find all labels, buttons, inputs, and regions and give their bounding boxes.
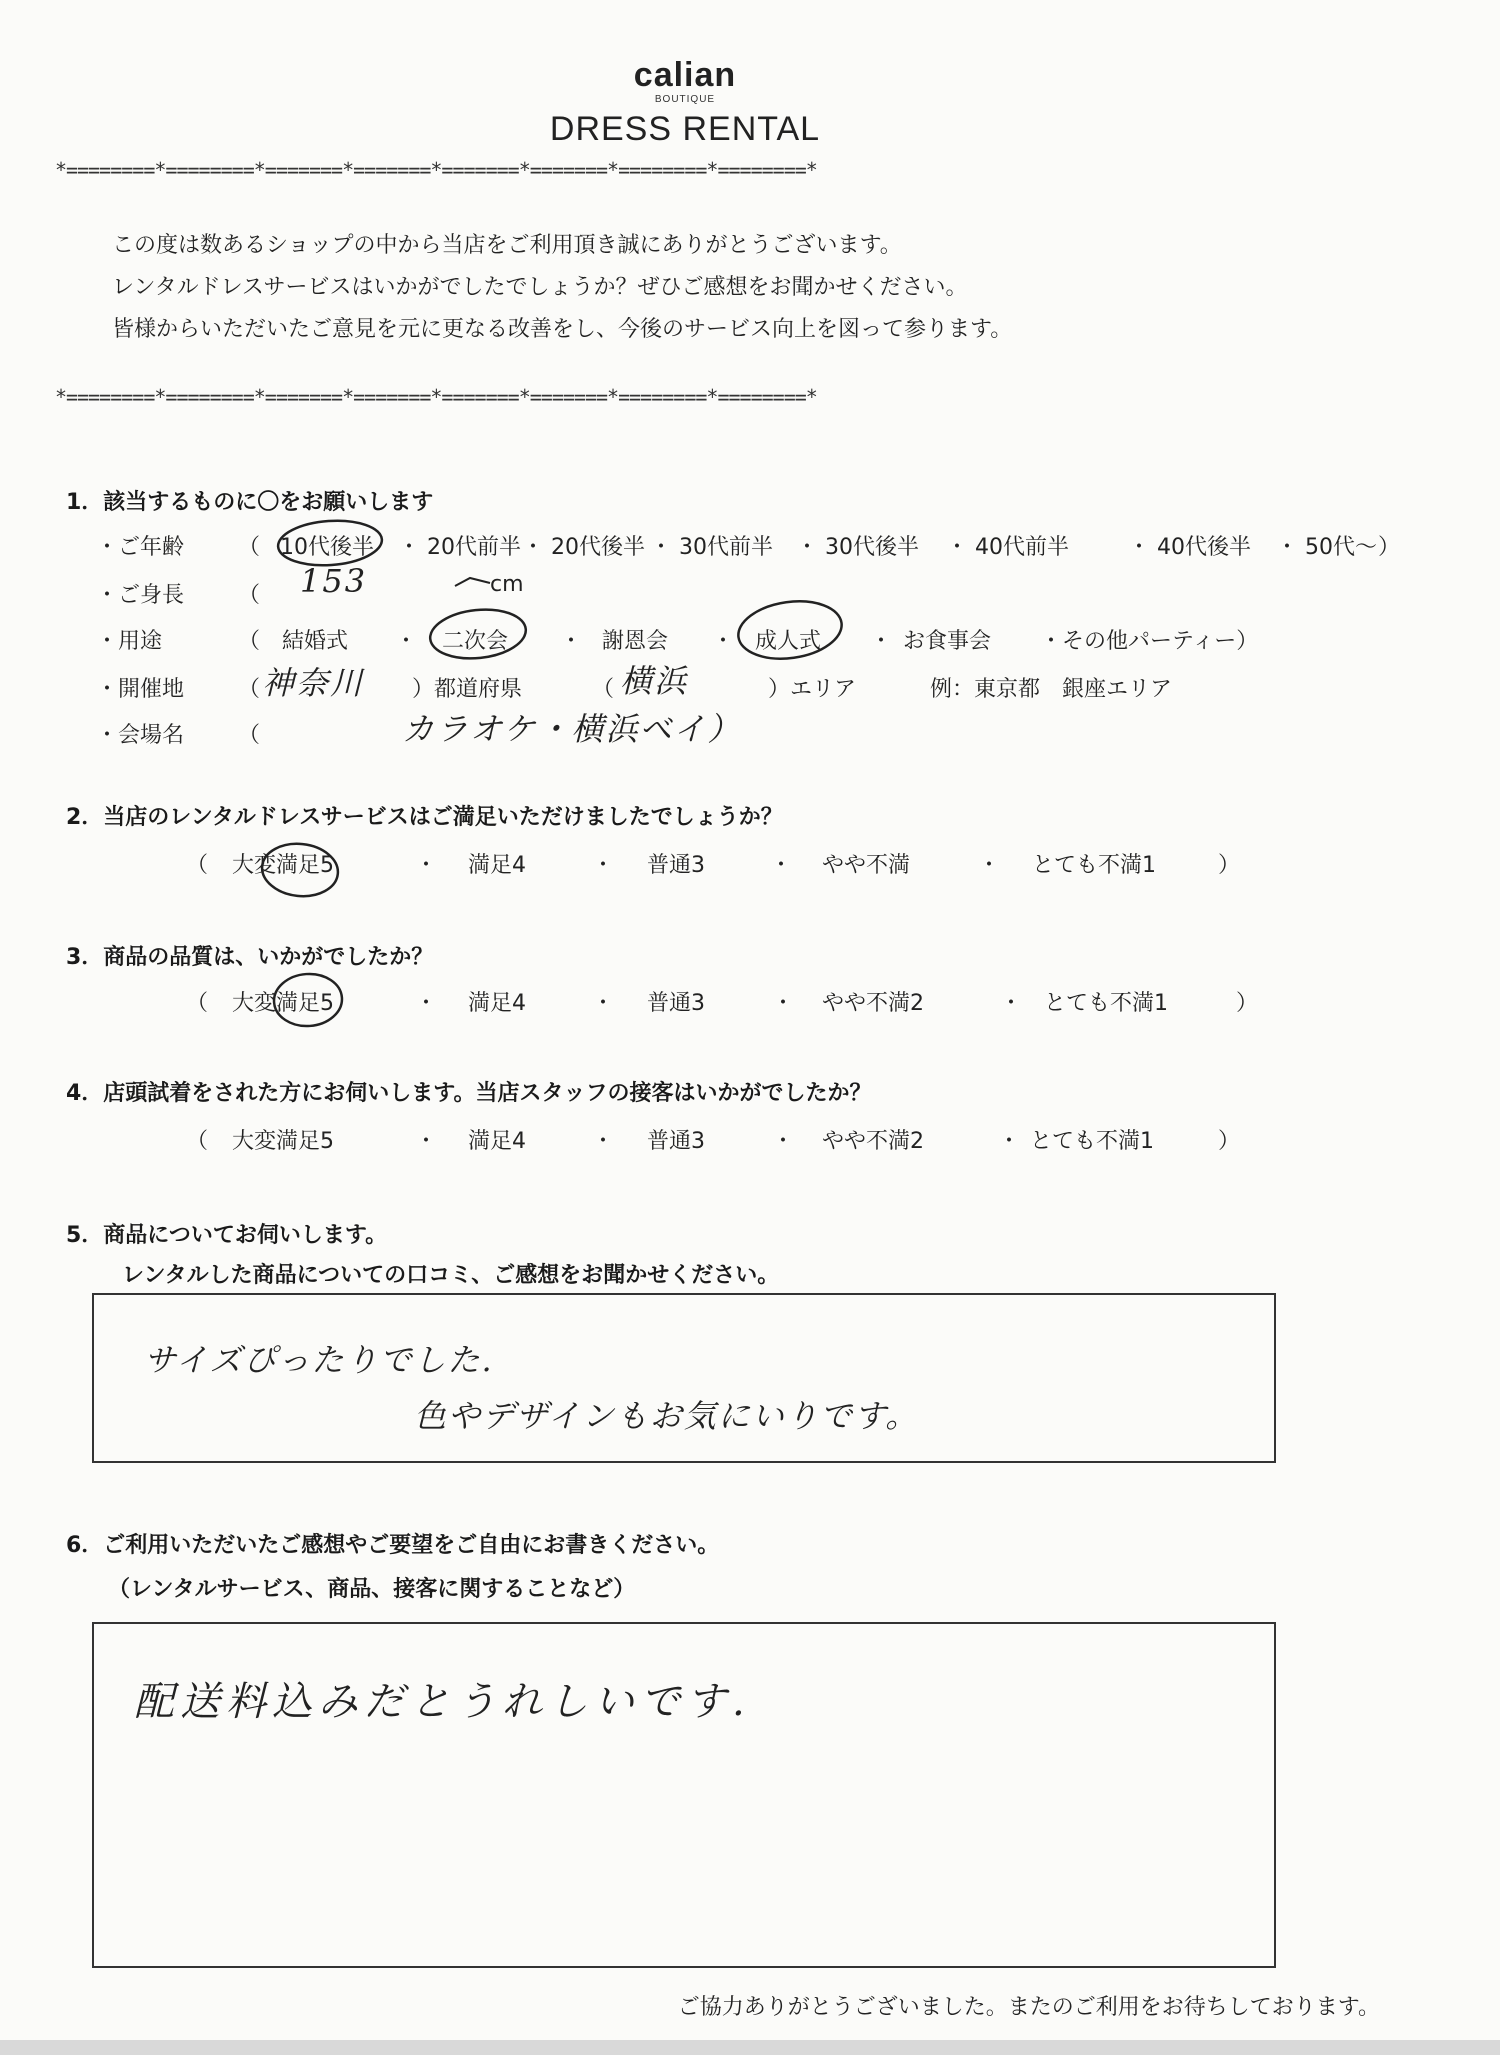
q2-option-3[interactable]: 普通3	[647, 853, 705, 878]
q4-title: 4．店頭試着をされた方にお伺いします。当店スタッフの接客はいかがでしたか？	[66, 1081, 872, 1106]
scan-edge	[0, 2040, 1500, 2055]
purpose-label: ・用途	[96, 629, 163, 654]
q6-title: 6．ご利用いただいたご感想やご要望をご自由にお書きください。	[66, 1533, 720, 1558]
q2-close-paren: ）	[1218, 853, 1241, 878]
q5-title: 5．商品についてお伺いします。	[66, 1223, 388, 1248]
location-prefecture-value[interactable]: 神奈川	[262, 664, 365, 702]
purpose-sep-1: ・	[395, 629, 418, 654]
q6-answer: 配送料込みだとうれしいです.	[134, 1679, 751, 1725]
q6-answer-box[interactable]	[92, 1622, 1276, 1968]
q2-option-5[interactable]: 大変満足5	[232, 853, 334, 878]
q4-option-4[interactable]: 満足4	[468, 1129, 526, 1154]
location-example: 例：東京都 銀座エリア	[930, 677, 1173, 702]
height-label: ・ご身長	[96, 583, 185, 608]
q4-sep-3: ・	[772, 1129, 795, 1154]
location-prefecture-label: ）都道府県	[412, 677, 523, 702]
q3-sep-3: ・	[772, 991, 795, 1016]
q3-open-paren: （	[186, 991, 209, 1016]
divider-bottom: *========*========*=======*=======*=======*=======*========*========*	[55, 385, 817, 409]
age-option-7[interactable]: ・ 40代後半	[1128, 535, 1251, 560]
q3-option-4[interactable]: 満足4	[468, 991, 526, 1016]
purpose-sep-3: ・	[712, 629, 735, 654]
q3-sep-1: ・	[415, 991, 438, 1016]
location-area-label: ）エリア	[768, 677, 857, 702]
footer-thanks: ご協力ありがとうございました。またのご利用をお待ちしております。	[677, 1995, 1380, 2020]
q4-sep-4: ・	[998, 1129, 1021, 1154]
q3-sep-2: ・	[592, 991, 615, 1016]
q4-option-1[interactable]: とても不満1	[1030, 1129, 1154, 1154]
brand-subtitle: BOUTIQUE	[654, 94, 716, 105]
height-unit: cm	[490, 572, 524, 597]
q4-close-paren: ）	[1218, 1129, 1241, 1154]
purpose-option-dinner[interactable]: お食事会	[903, 629, 992, 654]
purpose-sep-2: ・	[560, 629, 583, 654]
intro-line-2: レンタルドレスサービスはいかがでしたでしょうか？ぜひご感想をお聞かせください。	[112, 275, 968, 300]
venue-open-paren: （	[238, 723, 261, 748]
q1-title: 1．該当するものに〇をお願いします	[66, 490, 434, 515]
age-option-5[interactable]: ・ 30代後半	[796, 535, 919, 560]
q3-option-1[interactable]: とても不満1	[1044, 991, 1168, 1016]
purpose-option-afterparty[interactable]: 二次会	[442, 629, 509, 654]
q2-sep-3: ・	[770, 853, 793, 878]
brand-logo: calian	[633, 56, 737, 94]
q4-option-3[interactable]: 普通3	[647, 1129, 705, 1154]
age-open-paren: （	[238, 535, 261, 560]
q3-close-paren: ）	[1236, 991, 1259, 1016]
q2-option-4[interactable]: 満足4	[468, 853, 526, 878]
divider-top: *========*========*=======*=======*=======*=======*========*========*	[55, 158, 817, 182]
venue-value[interactable]: カラオケ・横浜ベイ）	[402, 710, 742, 748]
page-title: DRESS RENTAL	[549, 110, 821, 148]
q2-sep-2: ・	[592, 853, 615, 878]
q3-option-5[interactable]: 大変満足5	[232, 991, 334, 1016]
q5-answer-box[interactable]	[92, 1293, 1276, 1463]
q2-option-2[interactable]: やや不満	[822, 853, 911, 878]
q2-sep-1: ・	[415, 853, 438, 878]
age-option-1[interactable]: 10代後半	[280, 535, 374, 560]
q4-sep-1: ・	[415, 1129, 438, 1154]
age-label: ・ご年齢	[96, 535, 185, 560]
purpose-option-other[interactable]: ・その他パーティー）	[1040, 629, 1259, 654]
q4-sep-2: ・	[592, 1129, 615, 1154]
height-value[interactable]: 153	[300, 562, 368, 600]
purpose-open-paren: （	[238, 629, 261, 654]
purpose-option-thanks-party[interactable]: 謝恩会	[602, 629, 669, 654]
q5-answer-line-1: サイズぴったりでした.	[144, 1341, 494, 1379]
location-area-value[interactable]: 横浜	[620, 662, 689, 700]
age-option-2[interactable]: ・ 20代前半	[398, 535, 521, 560]
q3-title: 3．商品の品質は、いかがでしたか？	[66, 945, 434, 970]
q5-answer-line-2: 色やデザインもお気にいりです。	[414, 1397, 920, 1435]
purpose-option-coming-of-age[interactable]: 成人式	[755, 629, 822, 654]
q3-option-2[interactable]: やや不満2	[822, 991, 924, 1016]
q5-subtitle: レンタルした商品についての口コミ、ご感想をお聞かせください。	[122, 1263, 780, 1288]
height-open-paren: （	[238, 583, 261, 608]
q4-option-2[interactable]: やや不満2	[822, 1129, 924, 1154]
age-option-6[interactable]: ・ 40代前半	[946, 535, 1069, 560]
age-option-3[interactable]: ・ 20代後半	[522, 535, 645, 560]
q3-option-3[interactable]: 普通3	[647, 991, 705, 1016]
intro-line-3: 皆様からいただいたご意見を元に更なる改善をし、今後のサービス向上を図って参ります。	[112, 317, 1013, 342]
age-option-8[interactable]: ・ 50代～	[1276, 535, 1377, 560]
location-label: ・開催地	[96, 677, 185, 702]
q2-open-paren: （	[186, 853, 209, 878]
height-mark-stroke	[455, 578, 490, 586]
q6-subtitle: （レンタルサービス、商品、接客に関することなど）	[108, 1577, 636, 1602]
q2-option-1[interactable]: とても不満1	[1032, 853, 1156, 878]
location-open-paren: （	[238, 677, 261, 702]
age-close-paren: ）	[1378, 535, 1401, 560]
q4-open-paren: （	[186, 1129, 209, 1154]
q2-title: 2．当店のレンタルドレスサービスはご満足いただけましたでしょうか？	[66, 805, 783, 830]
q2-sep-4: ・	[978, 853, 1001, 878]
venue-label: ・会場名	[96, 723, 185, 748]
location-area-open-paren: （	[592, 677, 615, 702]
age-option-4[interactable]: ・ 30代前半	[650, 535, 773, 560]
q4-option-5[interactable]: 大変満足5	[232, 1129, 334, 1154]
q3-sep-4: ・	[1000, 991, 1023, 1016]
intro-line-1: この度は数あるショップの中から当店をご利用頂き誠にありがとうございます。	[112, 233, 902, 258]
purpose-sep-4: ・	[870, 629, 893, 654]
purpose-option-wedding[interactable]: 結婚式	[282, 629, 349, 654]
